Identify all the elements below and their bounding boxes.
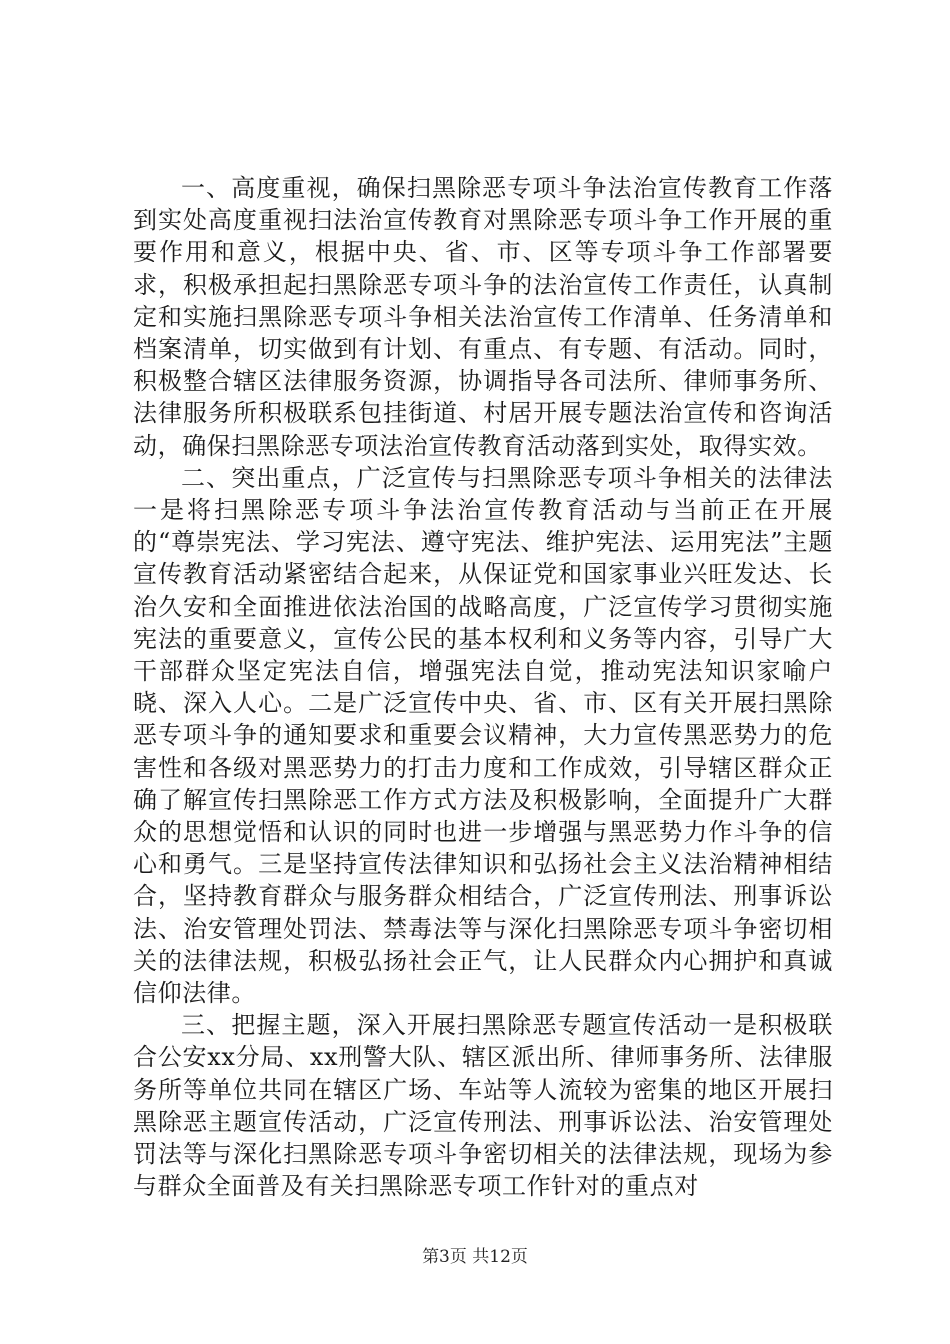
paragraph-1: 一、高度重视，确保扫黑除恶专项斗争法治宣传教育工作落到实处高度重视扫法治宣传教育对黑除恶专项斗争工作开展的重要作用和意义，根据中央、省、市、区等专项斗争工作部署要求，积极承担起扫黑除恶专项斗争的法治宣传工作责任，认真制定和实施扫黑除恶专项斗争相关法治宣传工作清单、任务清单和档案清单，切实做到有计划、有重点、有专题、有活动。同时，积极整合辖区法律服务资源，协调指导各司法所、律师事务所、法律服务所积极联系包挂街道、村居开展专题法治宣传和咨询活动，确保扫黑除恶专项法治宣传教育活动落到实处，取得实效。 xyxy=(133,174,833,460)
paragraph-3: 三、把握主题，深入开展扫黑除恶专题宣传活动一是积极联合公安xx分局、xx刑警大队、辖区派出所、律师事务所、法律服务所等单位共同在辖区广场、车站等人流较为密集的地区开展扫黑除恶主题宣传活动，广泛宣传刑法、刑事诉讼法、治安管理处罚法等与深化扫黑除恶专项斗争密切相关的法律法规，现场为参与群众全面普及有关扫黑除恶专项工作针对的重点对 xyxy=(133,1011,833,1201)
document-body xyxy=(133,172,833,1203)
page-number-footer: 第3页 共12页 xyxy=(422,1247,528,1267)
paragraph-2: 二、突出重点，广泛宣传与扫黑除恶专项斗争相关的法律法一是将扫黑除恶专项斗争法治宣传教育活动与当前正在开展的“尊崇宪法、学习宪法、遵守宪法、维护宪法、运用宪法”主题宣传教育活动紧密结合起来，从保证党和国家事业兴旺发达、长治久安和全面推进依法治国的战略高度，广泛宣传学习贯彻实施宪法的重要意义，宣传公民的基本权利和义务等内容，引导广大干部群众坚定宪法自信，增强宪法自觉，推动宪法知识家喻户晓、深入人心。二是广泛宣传中央、省、市、区有关开展扫黑除恶专项斗争的通知要求和重要会议精神，大力宣传黑恶势力的危害性和各级对黑恶势力的打击力度和工作成效，引导辖区群众正确了解宣传扫黑除恶工作方式方法及积极影响，全面提升广大群众的思想觉悟和认识的同时也进一步增强与黑恶势力作斗争的信心和勇气。三是坚持宣传法律知识和弘扬社会主义法治精神相结合，坚持教育群众与服务群众相结合，广泛宣传刑法、刑事诉讼法、治安管理处罚法、禁毒法等与深化扫黑除恶专项斗争密切相关的法律法规，积极弘扬社会正气，让人民群众内心拥护和真诚信仰法律。 xyxy=(133,463,833,1008)
